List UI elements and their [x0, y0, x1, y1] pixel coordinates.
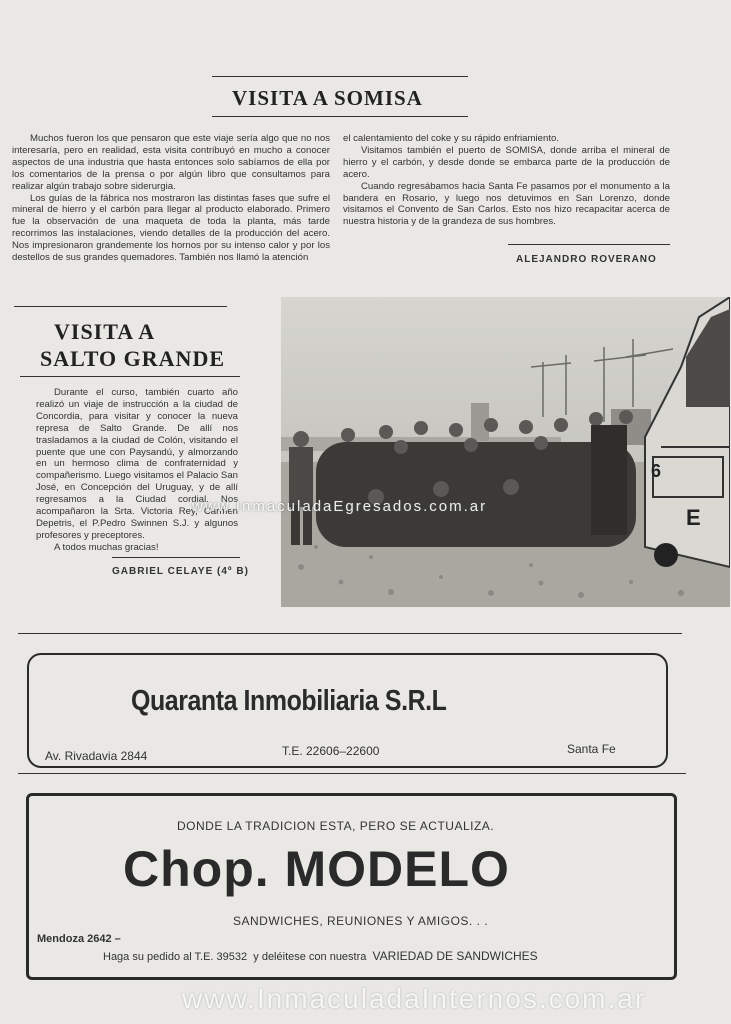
- quaranta-address: Av. Rivadavia 2844: [45, 749, 148, 763]
- somisa-bottom-rule: [212, 116, 468, 117]
- quaranta-ad: [27, 653, 668, 768]
- somisa-signature-rule: [508, 244, 670, 245]
- modelo-order-prefix: Haga su pedido al T.E. 39532: [103, 951, 248, 963]
- modelo-ad: [26, 793, 677, 980]
- somisa-signature: ALEJANDRO ROVERANO: [516, 254, 657, 265]
- modelo-address: Mendoza 2642 –: [37, 933, 121, 945]
- salto-paragraph: Durante el curso, también cuarto año realizó un viaje de instrucción a la ciudad de Concordia, para visitar y conocer la nueva represa de Salto Grande. De allí nos trasladamos a la ciudad de Colón, visitando el puente que une con Paysandú, y almorzando en un hermoso clima de confraternidad y compañerismo. Luego visitamos el Palacio San José, en Concepción del Uruguay, y de allí regresamos a la Ciudad cordial. Nos acompañaron la Srta. Victoria Rey, Carmen Depetris, el P.Pedro Swinnen S.J. y algunos profesores y preceptores.: [36, 387, 238, 541]
- bus-letter: E: [686, 505, 701, 530]
- somisa-right-lead: el calentamiento del coke y su rápido enfriamiento.: [343, 133, 559, 144]
- somisa-paragraph-4: Cuando regresábamos hacia Santa Fe pasamos por el monumento a la bandera en Rosario, y luego nos detuvimos en San Lorenzo, donde visitamos el Convento de San Carlos. Esto nos hizo recapacitar acerca de nuestra historia y de la grandeza de sus hombres.: [343, 180, 670, 228]
- watermark-middle: www.InmaculadaEgresados.com.ar: [192, 498, 488, 515]
- quaranta-name: Quaranta Inmobiliaria S.R.L: [131, 685, 447, 717]
- somisa-top-rule: [212, 76, 468, 77]
- somisa-right-column: [343, 133, 670, 228]
- quaranta-city: Santa Fe: [567, 742, 616, 756]
- salto-title-line-1: VISITA A: [54, 319, 156, 344]
- somisa-title: VISITA A SOMISA: [232, 86, 423, 110]
- salto-signature-rule: [112, 557, 240, 558]
- somisa-left-column: [12, 133, 330, 264]
- salto-thanks: A todos muchas gracias!: [54, 541, 159, 553]
- somisa-paragraph-2: Los guías de la fábrica nos mostraron las distintas fases que sufre el mineral de hierro y el carbón para llegar al producto elaborado. Primero fue la observación de una maqueta de toda la planta, más tarde recorrimos las instalaciones, viendo detalles de la producción del acero. Nos impresionaron grandemente los hornos por su intenso calor y por los destellos de sus grandes quemadores. También nos llamó la atención: [12, 192, 330, 264]
- modelo-tagline: DONDE LA TRADICION ESTA, PERO SE ACTUALIZA.: [177, 819, 495, 833]
- section-divider: [18, 633, 682, 634]
- bus-number: 6: [651, 461, 662, 481]
- modelo-subtitle: SANDWICHES, REUNIONES Y AMIGOS. . .: [233, 914, 489, 928]
- modelo-order-highlight: VARIEDAD DE SANDWICHES: [372, 949, 538, 963]
- somisa-paragraph-1: Muchos fueron los que pensaron que este viaje sería algo que no nos interesaría, pero en realidad, esta visita contribuyó en mucho a conocer aspectos de una industria que hasta entonces solo sabíamos de ella por los comentarios de la prensa o por algún libro que consultamos para realizar algún trabajo sobre siderurgia.: [12, 133, 330, 192]
- somisa-paragraph-3: Visitamos también el puerto de SOMISA, donde arriba el mineral de hierro y el carbón, y desde donde se embarca parte de la producción de acero.: [343, 144, 670, 180]
- modelo-name: Chop. MODELO: [123, 841, 510, 897]
- salto-signature: GABRIEL CELAYE (4º B): [112, 566, 249, 577]
- group-photo-illustration: [281, 297, 730, 607]
- group-photo: [281, 297, 730, 607]
- modelo-order-suffix: y deléitese con nuestra: [253, 951, 367, 963]
- modelo-order-line: [103, 949, 538, 963]
- quaranta-phone: T.E. 22606–22600: [282, 744, 380, 758]
- salto-title-line-2: SALTO GRANDE: [40, 346, 226, 371]
- ad-divider: [18, 773, 686, 774]
- salto-top-rule: [14, 306, 227, 307]
- salto-column: [36, 387, 238, 554]
- salto-bottom-rule: [20, 376, 240, 377]
- watermark-bottom: www.InmaculadaInternos.com.ar: [182, 983, 647, 1014]
